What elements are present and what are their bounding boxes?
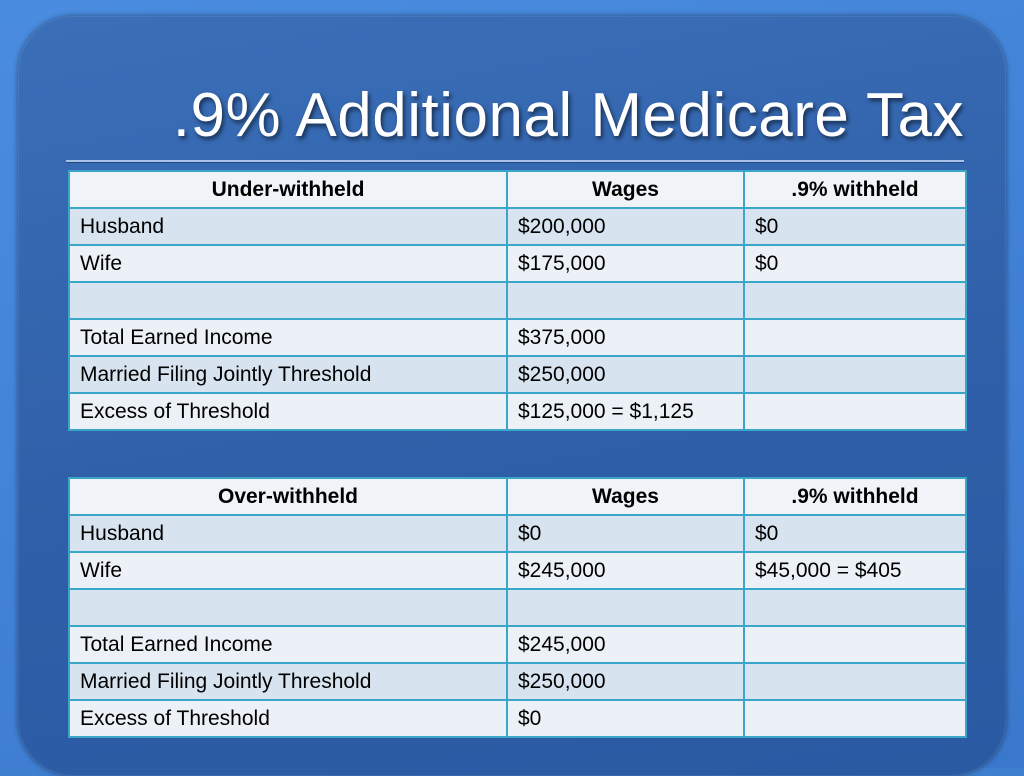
- table-cell: $175,000: [507, 245, 744, 282]
- over-withheld-table: [68, 477, 967, 738]
- table-cell: [507, 282, 744, 319]
- header-cell: .9% withheld: [744, 478, 966, 515]
- table-cell: Excess of Threshold: [69, 700, 507, 737]
- table-cell: $250,000: [507, 663, 744, 700]
- table-row: [69, 663, 966, 700]
- table-row: [69, 515, 966, 552]
- header-cell: Under-withheld: [69, 171, 507, 208]
- table-header-row: [69, 171, 966, 208]
- table-row: [69, 208, 966, 245]
- table-cell: Married Filing Jointly Threshold: [69, 356, 507, 393]
- table-header-row: [69, 478, 966, 515]
- table-row: [69, 282, 966, 319]
- table-cell: $245,000: [507, 626, 744, 663]
- table-cell: $200,000: [507, 208, 744, 245]
- table-cell: Married Filing Jointly Threshold: [69, 663, 507, 700]
- table-row: [69, 393, 966, 430]
- table-cell: $125,000 = $1,125: [507, 393, 744, 430]
- table-cell: [744, 589, 966, 626]
- table-cell: Husband: [69, 208, 507, 245]
- table-row: [69, 245, 966, 282]
- table-cell: $250,000: [507, 356, 744, 393]
- table-cell: [744, 393, 966, 430]
- table-cell: $0: [744, 515, 966, 552]
- table-cell: [744, 319, 966, 356]
- header-cell: Over-withheld: [69, 478, 507, 515]
- table-row: [69, 589, 966, 626]
- table-cell: $0: [507, 700, 744, 737]
- table-row: [69, 700, 966, 737]
- table-cell: [744, 663, 966, 700]
- table-cell: Wife: [69, 552, 507, 589]
- table-cell: [744, 626, 966, 663]
- table-cell: [744, 700, 966, 737]
- table-cell: $375,000: [507, 319, 744, 356]
- title-divider: [66, 160, 964, 163]
- slide-title: .9% Additional Medicare Tax: [172, 81, 964, 150]
- table-row: [69, 626, 966, 663]
- table-cell: [744, 356, 966, 393]
- header-cell: .9% withheld: [744, 171, 966, 208]
- table-cell: [69, 282, 507, 319]
- table-cell: [744, 282, 966, 319]
- table-cell: Excess of Threshold: [69, 393, 507, 430]
- table-cell: [69, 589, 507, 626]
- table-cell: Wife: [69, 245, 507, 282]
- table-cell: $45,000 = $405: [744, 552, 966, 589]
- table-cell: $0: [507, 515, 744, 552]
- table-cell: Total Earned Income: [69, 319, 507, 356]
- table-cell: $245,000: [507, 552, 744, 589]
- header-cell: Wages: [507, 171, 744, 208]
- table-row: [69, 319, 966, 356]
- table-row: [69, 552, 966, 589]
- under-withheld-table: [68, 170, 967, 431]
- table-cell: $0: [744, 245, 966, 282]
- table-row: [69, 356, 966, 393]
- header-cell: Wages: [507, 478, 744, 515]
- table-cell: [507, 589, 744, 626]
- table-cell: $0: [744, 208, 966, 245]
- table-cell: Total Earned Income: [69, 626, 507, 663]
- table-cell: Husband: [69, 515, 507, 552]
